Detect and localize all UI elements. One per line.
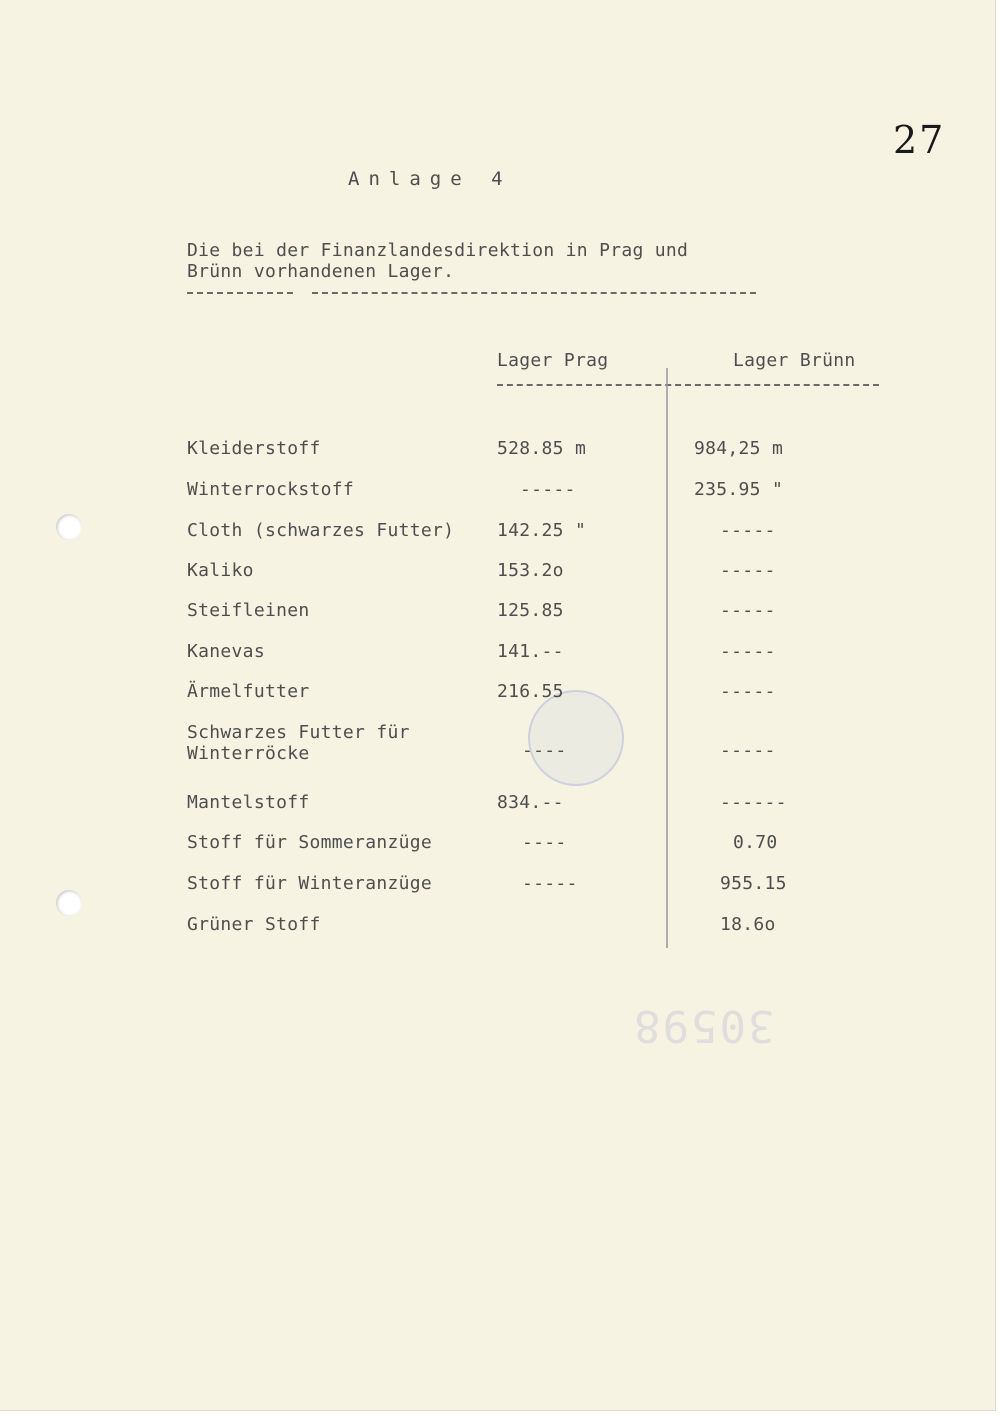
page-title: Anlage 4 [348,168,512,190]
row-item-line-2: Winterröcke [187,743,310,764]
row-item: Cloth (schwarzes Futter) [187,520,455,541]
row-prag-value: 153.2o [497,560,564,581]
column-header-bruenn: Lager Brünn [733,350,856,371]
row-bruenn-value: ----- [720,641,776,662]
row-prag-value: ---- [522,740,567,761]
row-bruenn-value: 18.6o [720,914,776,935]
row-bruenn-value: ----- [720,560,776,581]
table-row [0,873,995,903]
row-item: Mantelstoff [187,792,310,813]
row-item: Ärmelfutter [187,681,310,702]
reverse-mark: 30598 [632,1000,775,1051]
row-item: Kaliko [187,560,254,581]
row-prag-value: 125.85 [497,600,564,621]
row-bruenn-value: ----- [720,600,776,621]
row-item: Stoff für Sommeranzüge [187,832,433,853]
row-prag-value: 528.85 m [497,438,587,459]
table-row [0,520,995,550]
underline-short [187,292,293,294]
row-item: Grüner Stoff [187,914,321,935]
column-header-prag: Lager Prag [497,350,609,371]
row-prag-value: ----- [522,873,578,894]
row-bruenn-value: ----- [720,681,776,702]
table-row [0,832,995,862]
row-prag-value: 141.-- [497,641,564,662]
row-item: Kanevas [187,641,265,662]
row-item-line-1: Schwarzes Futter für [187,722,410,743]
table-row [0,479,995,509]
header-underline [497,384,879,386]
table-row [0,600,995,630]
row-prag-value: ----- [520,479,576,500]
row-bruenn-value: 235.95 " [694,479,784,500]
table-row [0,438,995,468]
row-bruenn-value: ----- [720,740,776,761]
row-item: Stoff für Winteranzüge [187,873,433,894]
row-item: Steifleinen [187,600,310,621]
row-bruenn-value: 0.70 [733,832,778,853]
table-row [0,560,995,590]
row-item: Kleiderstoff [187,438,321,459]
row-item: Winterrockstoff [187,479,355,500]
row-bruenn-value: ------ [720,792,787,813]
table-row [0,792,995,822]
row-prag-value: 216.55 [497,681,564,702]
row-bruenn-value: 955.15 [720,873,787,894]
row-prag-value: 834.-- [497,792,564,813]
intro-line-1: Die bei der Finanzlandesdirektion in Prag und [187,240,689,261]
row-bruenn-value: ----- [720,520,776,541]
row-bruenn-value: 984,25 m [694,438,784,459]
underline-long [312,292,756,294]
row-prag-value: ---- [522,832,567,853]
table-row [0,722,995,772]
page-number: 27 [893,118,946,162]
table-row [0,681,995,711]
table-row [0,914,995,944]
intro-line-2: Brünn vorhandenen Lager. [187,261,455,282]
row-prag-value: 142.25 " [497,520,587,541]
table-row [0,641,995,671]
